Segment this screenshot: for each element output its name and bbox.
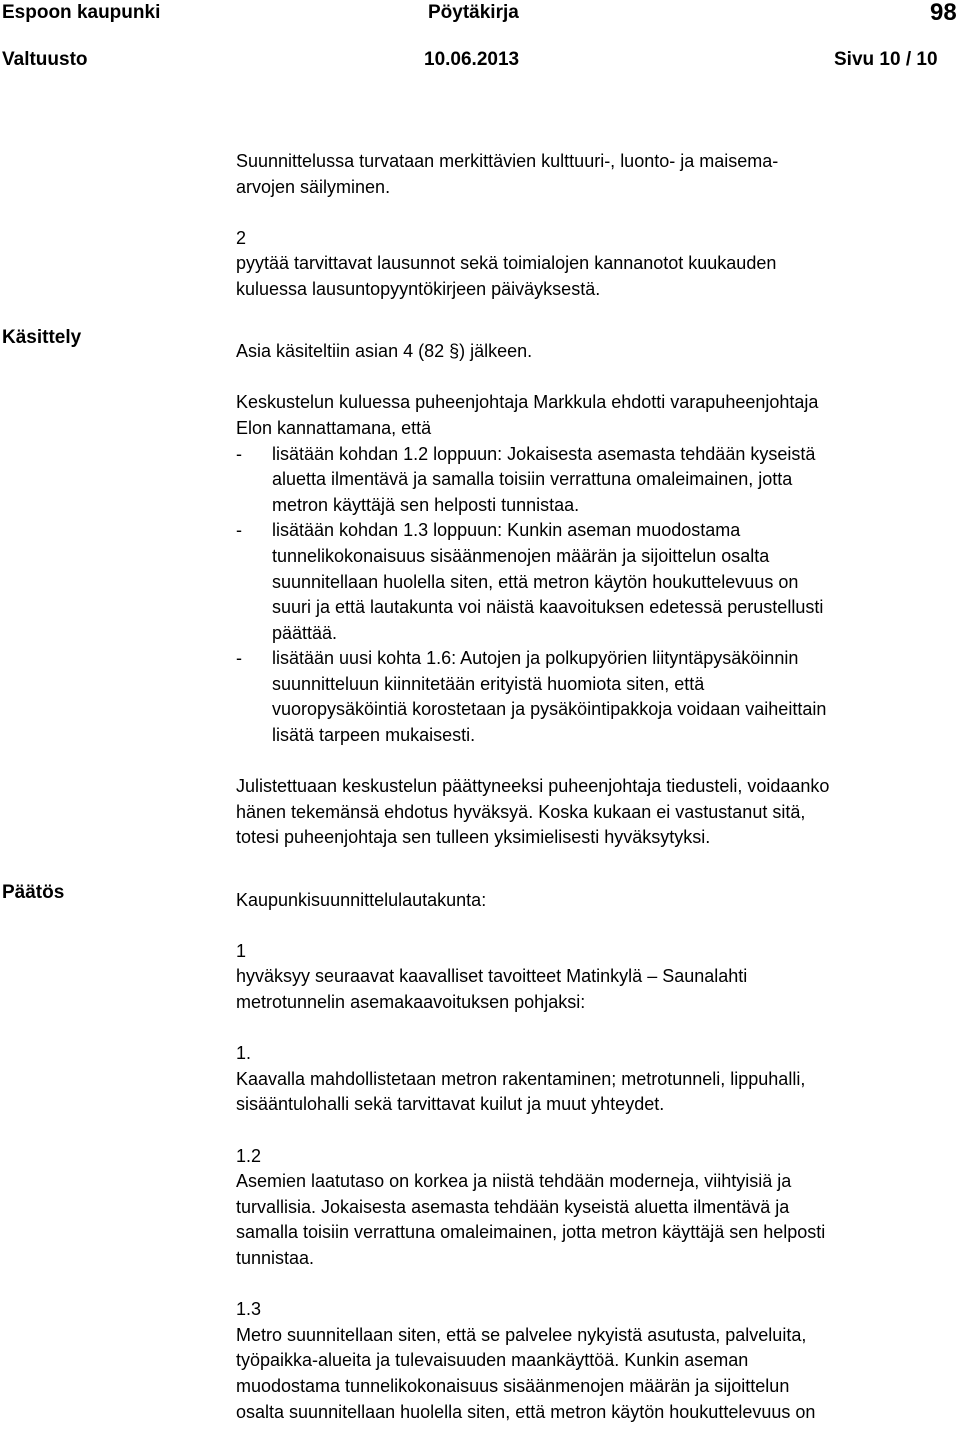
text-line: lisätään uusi kohta 1.6: Autojen ja polkupyörien liityntäpysäköinnin xyxy=(272,648,799,669)
text-line: hyväksyy seuraavat kaavalliset tavoitteet Matinkylä – Saunalahti xyxy=(236,966,748,987)
text-line: metrotunnelin asemakaavoituksen pohjaksi: xyxy=(236,992,586,1012)
list-item: - lisätään kohdan 1.2 loppuun: Jokaisesta asemasta tehdään kyseistä xyxy=(236,442,960,468)
text-line: turvallisia. Jokaisesta asemasta tehdään kyseistä aluetta ilmentävä ja xyxy=(236,1196,790,1217)
section-label-kasittely: Käsittely xyxy=(2,327,82,348)
organization-name: Espoon kaupunki xyxy=(2,2,161,23)
section-number: 98 xyxy=(930,0,957,26)
text-line: tunnistaa. xyxy=(236,1247,315,1268)
text-line: pyytää tarvittavat lausunnot sekä toimialojen kannanotot kuukauden xyxy=(236,253,777,274)
list-item: - lisätään uusi kohta 1.6: Autojen ja polkupyörien liityntäpysäköinnin xyxy=(236,646,960,672)
item-number: 1. xyxy=(236,1043,252,1064)
document-body xyxy=(236,149,960,1425)
board-heading: Kaupunkisuunnittelulautakunta: xyxy=(236,889,487,910)
meeting-date: 10.06.2013 xyxy=(424,49,520,70)
text-line: suuri ja että lautakunta voi näistä kaavoituksen edetessä perustellusti xyxy=(272,597,824,618)
text-line: työpaikka-alueita ja tulevaisuuden maankäyttöä. Kunkin aseman xyxy=(236,1350,749,1371)
text-line: Keskustelun kuluessa puheenjohtaja Markkula ehdotti varapuheenjohtaja xyxy=(236,392,819,413)
text-line: kuluessa lausuntopyyntökirjeen päiväyksestä. xyxy=(236,278,601,299)
text-line: vuoropysäköintiä korostetaan ja pysäköintipakkoja voidaan vaiheittain xyxy=(272,699,827,720)
text-line: metron käyttäjä sen helposti tunnistaa. xyxy=(272,494,580,515)
text-line: tunnelikokonaisuus sisäänmenojen määrän ja sijoittelun osalta xyxy=(272,545,770,566)
text-line: suunnitteluun kiinnitetään erityistä huomiota siten, että xyxy=(272,673,705,694)
item-number: 1.3 xyxy=(236,1299,262,1320)
body-name: Valtuusto xyxy=(2,49,88,70)
page-number: Sivu 10 / 10 xyxy=(834,49,938,70)
text-line: päättää. xyxy=(272,622,338,643)
list-item: - lisätään kohdan 1.3 loppuun: Kunkin aseman muodostama xyxy=(236,518,960,544)
text-line: osalta suunnitellaan huolella siten, että metron käytön houkuttelevuus on xyxy=(236,1401,816,1422)
document-type: Pöytäkirja xyxy=(428,2,519,23)
text-line: lisätä tarpeen mukaisesti. xyxy=(272,725,476,746)
text-line: lisätään kohdan 1.3 loppuun: Kunkin aseman muodostama xyxy=(272,520,741,541)
text-line: suunnitellaan huolella siten, että metron käytön houkuttelevuus on xyxy=(272,571,799,592)
text-line: Julistettuaan keskustelun päättyneeksi puheenjohtaja tiedusteli, voidaanko xyxy=(236,776,830,797)
text-line: sisääntulohalli sekä tarvittavat kuilut ja muut yhteydet. xyxy=(236,1094,665,1115)
text-line: hänen tekemänsä ehdotus hyväksyä. Koska kukaan ei vastustanut sitä, xyxy=(236,801,806,822)
text-line: Metro suunnitellaan siten, että se palvelee nykyistä asutusta, palveluita, xyxy=(236,1324,807,1345)
item-number: 1 xyxy=(236,940,247,961)
text-line: Asemien laatutaso on korkea ja niistä tehdään moderneja, viihtyisiä ja xyxy=(236,1171,792,1192)
text-line: Kaavalla mahdollistetaan metron rakentaminen; metrotunneli, lippuhalli, xyxy=(236,1068,806,1089)
text-line: arvojen säilyminen. xyxy=(236,176,391,197)
item-number: 1.2 xyxy=(236,1145,262,1166)
text-line: aluetta ilmentävä ja samalla toisiin verrattuna omaleimainen, jotta xyxy=(272,469,793,490)
text-line: samalla toisiin verrattuna omaleimainen, jotta metron käyttäjä sen helposti xyxy=(236,1222,826,1243)
text-line: Suunnittelussa turvataan merkittävien kulttuuri-, luonto- ja maisema- xyxy=(236,151,779,171)
text-line: totesi puheenjohtaja sen tulleen yksimielisesti hyväksytyksi. xyxy=(236,827,711,848)
section-label-paatos: Päätös xyxy=(2,882,65,903)
text-line: lisätään kohdan 1.2 loppuun: Jokaisesta asemasta tehdään kyseistä xyxy=(272,443,816,464)
item-number: 2 xyxy=(236,227,247,248)
text-line: Elon kannattamana, että xyxy=(236,417,432,438)
text-line: Asia käsiteltiin asian 4 (82 §) jälkeen. xyxy=(236,341,533,362)
text-line: muodostama tunnelikokonaisuus sisäänmenojen määrän ja sijoittelun xyxy=(236,1375,790,1396)
